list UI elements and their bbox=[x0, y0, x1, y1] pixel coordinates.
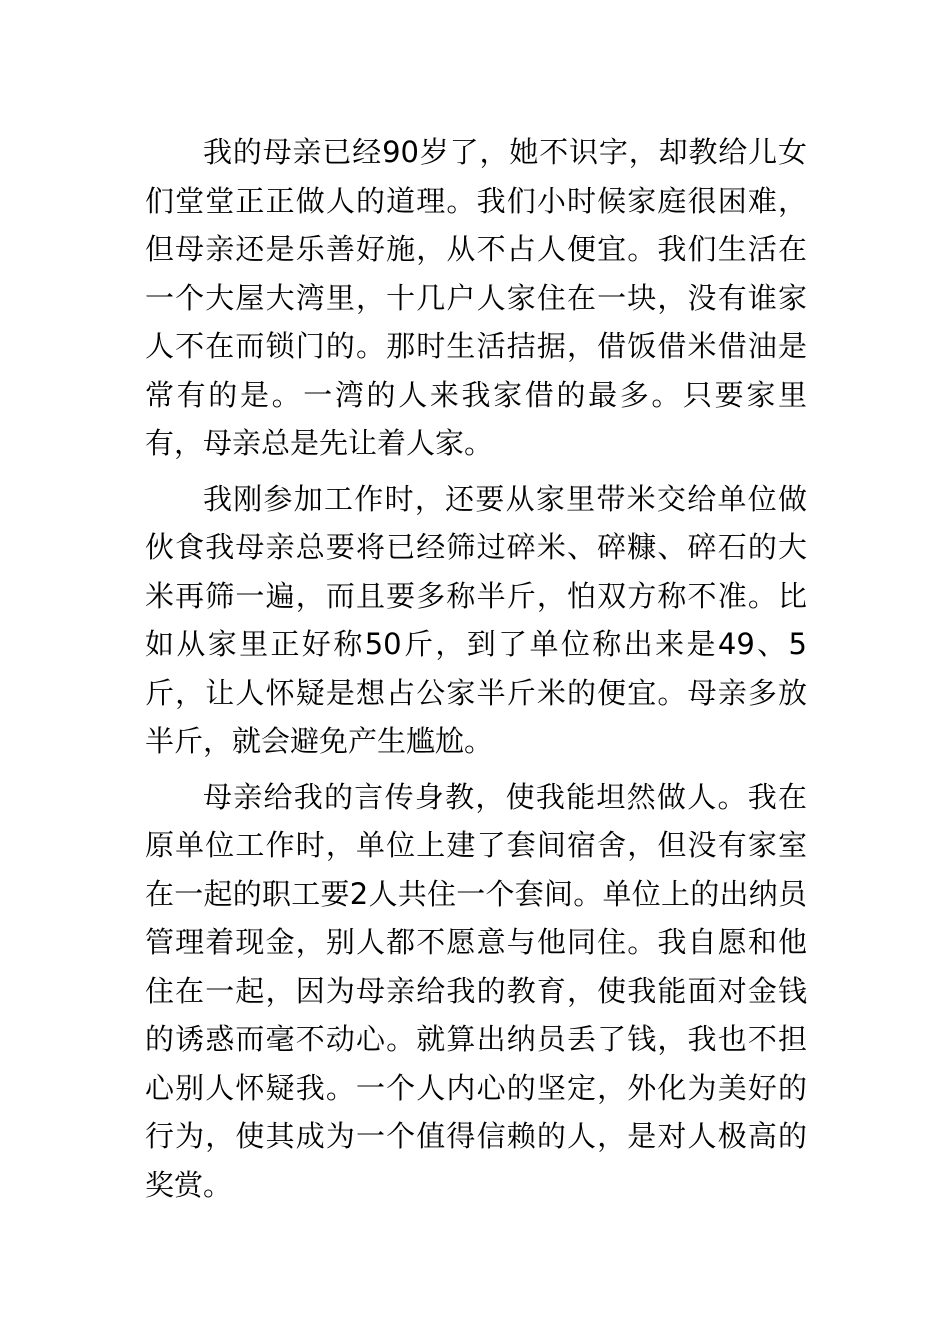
paragraph-3: 母亲给我的言传身教，使我能坦然做人。我在原单位工作时，单位上建了套间宿舍，但没有家室在一起的职工要2人共住一个套间。单位上的出纳员管理着现金，别人都不愿意与他同住。我自愿和他住在一起，因为母亲给我的教育，使我能面对金钱的诱惑而毫不动心。就算出纳员丢了钱，我也不担心别人怀疑我。一个人内心的坚定，外化为美好的行为，使其成为一个值得信赖的人，是对人极高的奖赏。 bbox=[145, 779, 807, 1202]
paragraph-2: 我刚参加工作时，还要从家里带米交给单位做伙食我母亲总要将已经筛过碎米、碎糠、碎石的大米再筛一遍，而且要多称半斤，怕双方称不准。比如从家里正好称50斤，到了单位称出来是49、5斤，让人怀疑是想占公家半斤米的便宜。母亲多放半斤，就会避免产生尴尬。 bbox=[145, 481, 807, 758]
paragraph-1: 我的母亲已经90岁了，她不识字，却教给儿女们堂堂正正做人的道理。我们小时候家庭很困难，但母亲还是乐善好施，从不占人便宜。我们生活在一个大屋大湾里，十几户人家住在一块，没有谁家人不在而锁门的。那时生活拮据，借饭借米借油是常有的是。一湾的人来我家借的最多。只要家里有，母亲总是先让着人家。 bbox=[145, 135, 807, 460]
document-page bbox=[145, 128, 807, 1216]
